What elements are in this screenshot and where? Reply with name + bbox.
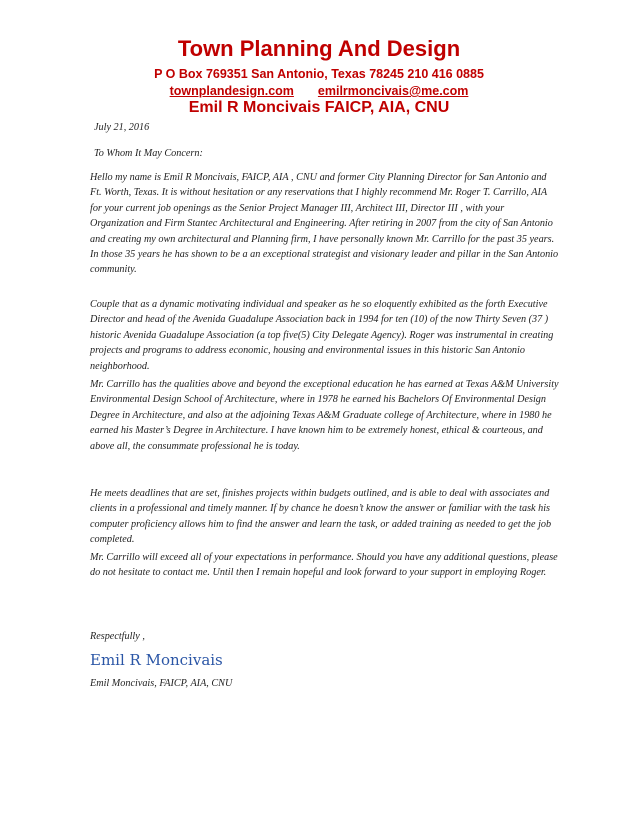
paragraph-education: Mr. Carrillo has the qualities above and beyond the exceptional education he has earned at Texas A&M University Environmental Design School of Architecture, where in 1978 he earned his Bachelors Of Environmental Design Degree in Architecture, and also at the adjoining Texas A&M Graduate college of Architecture, where in 1980 he earned his Master’s Degree in Architecture. I have known him to be extremely honest, ethical & courteous, and above all, the consummate professional he is today. [90, 379, 559, 452]
paragraph-work-ethic: He meets deadlines that are set, finishes projects within budgets outlined, and is able to deal with associates and clients in a professional and timely manner. If by chance he doesn’t know the answer or familiar with the task his computer proficiency allows him to find the answer and learn the task, or added training as needed to get the job completed. [90, 488, 552, 546]
contact-links [0, 84, 638, 98]
website-link[interactable]: townplandesign.com [169, 84, 294, 98]
closing: Respectfully , [90, 631, 145, 642]
salutation: To Whom It May Concern: [94, 148, 203, 159]
company-address: P O Box 769351 San Antonio, Texas 78245 210 416 0885 [154, 67, 484, 81]
letter-date: July 21, 2016 [94, 122, 150, 133]
email-link[interactable]: emilrmoncivais@me.com [317, 84, 469, 98]
paragraph-introduction: Hello my name is Emil R Moncivais, FAICP, AIA , CNU and former City Planning Director for San Antonio and Ft. Worth, Texas. It is without hesitation or any reservations that I highly recommend Mr. Roger T. Carrillo, AIA for your current job openings as the Senior Project Manager III, Architect III, Director III , with your Organization and Firm Stantec Architectural and Engineering. After retiring in 2007 from the city of San Antonio and creating my own architectural and Planning firm, I have personally known Mr. Carrillo for the past 35 years. In those 35 years he has shown to be a an exceptional strategist and visionary leader and pillar in the San Antonio community. [90, 172, 559, 276]
paragraph-leadership: Couple that as a dynamic motivating individual and speaker as he so eloquently exhibited as the forth Executive Director and head of the Avenida Guadalupe Association back in 1994 for ten (10) of the now Thirty Seven (37 ) historic Avenida Guadalupe Association (a top five(5) City Delegate Agency). Roger was instrumental in creating projects and programs to address economic, housing and environmental issues in this historic San Antonio neighborhood. [90, 299, 554, 372]
signature: Emil R Moncivais [90, 651, 223, 669]
signature-block: Emil Moncivais, FAICP, AIA, CNU [90, 678, 233, 689]
paragraph-conclusion: Mr. Carrillo will exceed all of your expectations in performance. Should you have any additional questions, please do not hesitate to contact me. Until then I remain hopeful and look forward to your support in employing Roger. [90, 552, 558, 579]
principal-name: Emil R Moncivais FAICP, AIA, CNU [188, 99, 450, 116]
company-name: Town Planning And Design [177, 36, 461, 61]
